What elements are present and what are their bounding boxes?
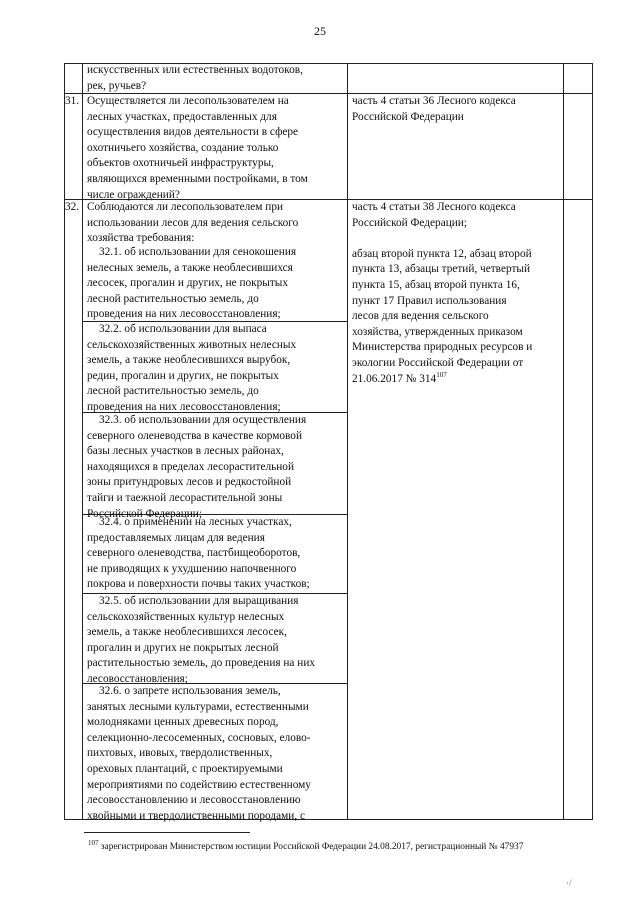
subitem-32-4: 32.4. о применении на лесных участках, предоставляемых лицам для ведения северного оленеводства, пастбищеоборотов, не приводящих к ухудшению напочвенного покрова и поверхности почвы таких участков; xyxy=(87,516,310,591)
row-reference-32: часть 4 статьи 38 Лесного кодекса Российской Федерации; абзац второй пункта 12, абзац второй пункта 13, абзацы третий, четвертый пункта 15, абзац второй пункта 16, пункт 17 Правил использования лесов для ведения сельского хозяйства, утвержденных приказом Министерства природных ресурсов и экологии Российской Федерации от 21.06.2017 № $314^{107}$ xyxy=(352,201,533,385)
subitem-32-1: 32.1. об использовании для сенокошения нелесных земель, а также необлесившихся лесосек, прогалин и других, не покрытых лесной растительностью земель, до проведения на них лесовосстановления; xyxy=(87,246,297,321)
footnote-mark: 107 xyxy=(88,838,99,847)
table-border-number-column xyxy=(82,63,83,819)
row-question-32: Соблюдаются ли лесопользователем при использовании лесов для ведения сельского хозяйства требования: xyxy=(87,201,299,245)
footnote-separator xyxy=(84,832,250,833)
row-question-31: Осуществляется ли лесопользователем на лесных участках, предоставленных для осуществления видов деятельности в сфере охотничьего хозяйства, создание только объектов охотничьей инфраструктуры, являющихся временными постройками, в том числе ограждений? xyxy=(87,95,308,201)
row-number-32: 32. xyxy=(65,201,80,213)
scan-mark: ·/ xyxy=(566,878,572,888)
footnote-ref-107: 107 xyxy=(436,370,447,379)
subitem-32-3: 32.3. об использовании для осуществления северного оленеводства в качестве кормовой базы лесных участков в лесных районах, находящихся в пределах лесорастительной зоны притундровых лесов и редкостойной тайги и таежной лесорастительной зоны Российской Федерации; xyxy=(87,414,307,520)
subitem-32-5: 32.5. об использовании для выращивания сельскохозяйственных культур нелесных земель, а также необлесившихся лесосек, прогалин и других не покрытых лесной растительностью земель, до проведения на них лесовосстановления; xyxy=(87,595,316,685)
row-question-continued: искусственных или естественных водотоков, рек, ручьев? xyxy=(87,64,303,92)
subitem-32-2: 32.2. об использовании для выпаса сельскохозяйственных животных нелесных земель, а также необлесившихся вырубок, редин, прогалин и других, не покрытых лесной растительностью земель, до проведения на них лесовосстановления; xyxy=(87,323,297,413)
table-border-right xyxy=(592,63,593,819)
table-border-left xyxy=(64,63,65,819)
footnote-107 xyxy=(88,838,524,852)
table-border-reference-column xyxy=(563,63,564,819)
footnote-text: зарегистрирован Министерством юстиции Российской Федерации 24.08.2017, регистрационный № 47937 xyxy=(100,842,524,852)
table-border-question-column xyxy=(347,63,348,819)
page-number: 25 xyxy=(314,24,326,38)
row-reference-31: часть 4 статьи 36 Лесного кодекса Российской Федерации xyxy=(352,95,516,123)
row-number-31: 31. xyxy=(65,95,80,107)
subitem-32-6: 32.6. о запрете использования земель, занятых лесными культурами, естественными молодняками ценных древесных пород, селекционно-лесосеменных, сосновых, елово- пихтовых, ивовых, твердолиственных, ореховых плантаций, с проектируемыми мероприятиями по содействию естественному лесовосстановлению и лесовосстановлению хвойными и твердолиственными породами, с xyxy=(87,685,311,822)
